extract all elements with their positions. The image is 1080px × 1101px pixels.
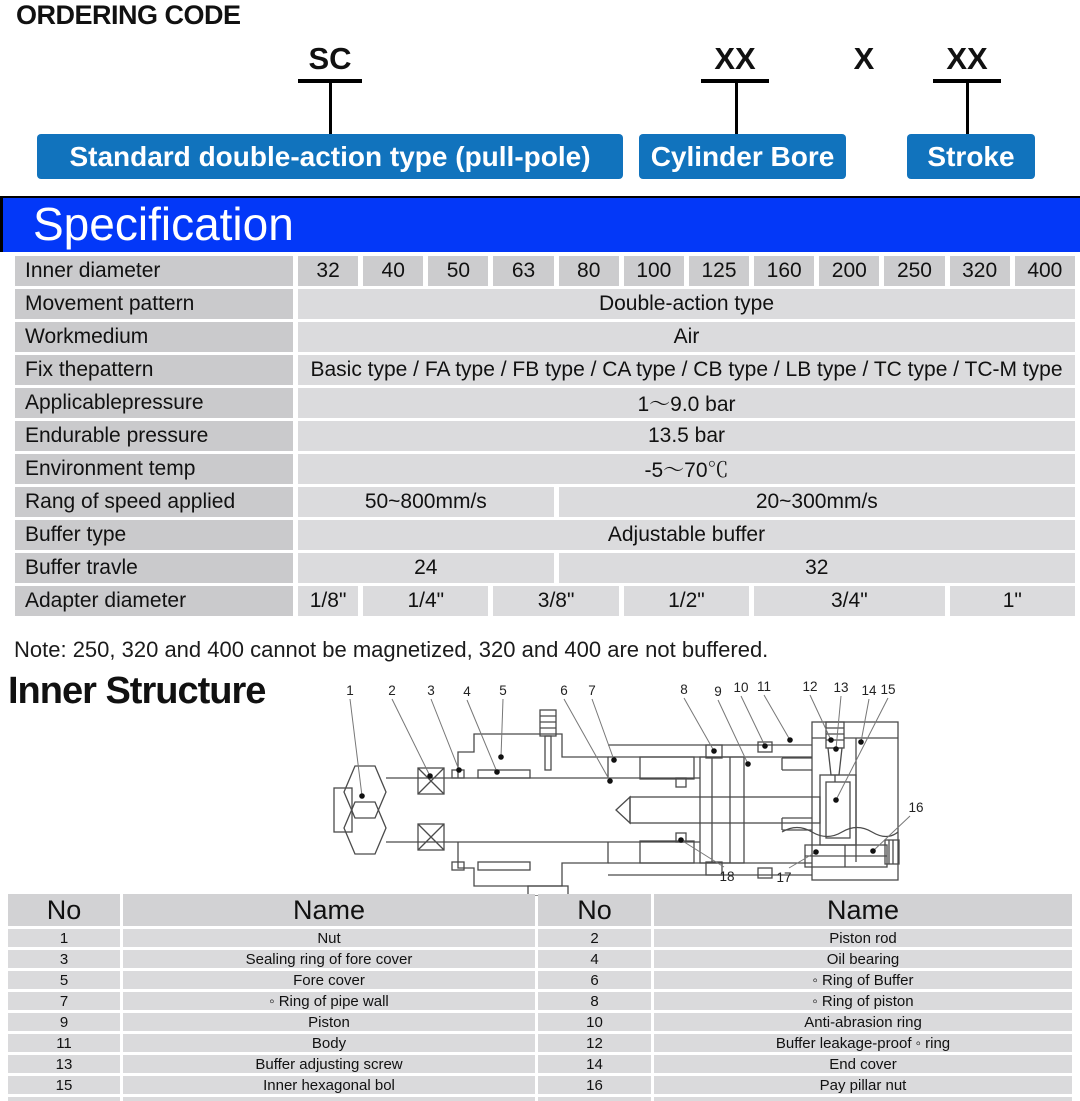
spec-row-label: Adapter diameter <box>15 586 293 616</box>
specification-banner: Specification <box>0 196 1080 252</box>
piston-lines <box>712 757 730 863</box>
part-name <box>123 1097 535 1101</box>
spec-cell: 1" <box>950 586 1075 616</box>
spec-cell: 24 <box>298 553 554 583</box>
chamber <box>640 841 694 863</box>
spec-cell: 250 <box>884 256 944 286</box>
spec-row-label: Buffer travle <box>15 553 293 583</box>
part-no: 5 <box>8 971 120 989</box>
part-name: Anti-abrasion ring <box>654 1013 1072 1031</box>
seal-cross <box>418 824 444 850</box>
spec-cell: 200 <box>819 256 879 286</box>
table-row <box>15 388 1075 418</box>
code-part-x: X <box>853 41 875 76</box>
callout-label-11: 11 <box>756 679 772 694</box>
ordering-label-bore: Cylinder Bore <box>639 134 846 179</box>
adjusting-screw-stem <box>545 736 551 770</box>
part-name: Piston rod <box>654 929 1072 947</box>
spec-row-label: Endurable pressure <box>15 421 293 451</box>
spec-row-label: Inner diameter <box>15 256 293 286</box>
part-no <box>8 1097 120 1101</box>
callout-label-9: 9 <box>714 684 722 699</box>
part-name <box>654 1097 1072 1101</box>
table-row <box>15 520 1075 550</box>
table-row <box>15 256 1075 286</box>
bolt-hatch <box>889 840 893 864</box>
table-row <box>15 322 1075 352</box>
part-name: Body <box>123 1034 535 1052</box>
callout-label-2: 2 <box>388 683 396 698</box>
callout-label-7: 7 <box>588 683 596 698</box>
parts-header-name-1: Name <box>123 894 535 926</box>
callout-label-8: 8 <box>680 682 688 697</box>
callout-label-4: 4 <box>463 684 471 699</box>
connector-line-sc <box>329 80 332 134</box>
callout-label-18: 18 <box>719 869 735 884</box>
part-no: 15 <box>8 1076 120 1094</box>
part-no: 14 <box>538 1055 651 1073</box>
callout-label-12: 12 <box>802 679 818 694</box>
parts-table <box>5 891 1075 1101</box>
part-no: 10 <box>538 1013 651 1031</box>
connector-line-bore <box>735 80 738 134</box>
spec-cell: 20~300mm/s <box>559 487 1075 517</box>
part-name: Buffer adjusting screw <box>123 1055 535 1073</box>
code-part-sc: SC <box>298 42 362 83</box>
callout-label-1: 1 <box>346 683 354 698</box>
spec-cell: 40 <box>363 256 423 286</box>
spec-row-label: Fix thepattern <box>15 355 293 385</box>
table-row <box>8 1076 1072 1094</box>
anti-abrasion-ring <box>758 868 772 878</box>
seal-cross <box>418 768 444 794</box>
part-name: ◦ Ring of piston <box>654 992 1072 1010</box>
table-row <box>15 421 1075 451</box>
code-part-stroke: XX <box>933 42 1001 83</box>
adjusting-screw-taper <box>828 748 842 775</box>
spec-row-label: Applicablepressure <box>15 388 293 418</box>
leader-dots <box>359 737 876 855</box>
callout-label-17: 17 <box>776 870 792 885</box>
table-row <box>8 992 1072 1010</box>
spec-cell: Basic type / FA type / FB type / CA type / CB type / LB type / TC type / TC-M type <box>298 355 1075 385</box>
ordering-code-title: ORDERING CODE <box>16 0 241 30</box>
table-row <box>8 1055 1072 1073</box>
fore-cover-upper <box>458 734 608 778</box>
fore-cover-lower <box>458 842 608 886</box>
connector-line-stroke <box>966 80 969 134</box>
part-no: 13 <box>8 1055 120 1073</box>
callout-label-3: 3 <box>427 683 435 698</box>
hex-nut-shape <box>344 766 386 818</box>
parts-header-no-2: No <box>538 894 651 926</box>
notch <box>782 758 812 770</box>
table-row <box>15 289 1075 319</box>
piston-block <box>700 757 744 863</box>
spec-row-label: Environment temp <box>15 454 293 484</box>
part-no: 11 <box>8 1034 120 1052</box>
spec-cell: 1/8" <box>298 586 358 616</box>
part-no: 7 <box>8 992 120 1010</box>
part-no: 1 <box>8 929 120 947</box>
pull-rod-tip <box>616 797 630 823</box>
spec-cell: 1～9.0 bar <box>298 388 1075 418</box>
table-row <box>15 454 1075 484</box>
spec-cell: Double-action type <box>298 289 1075 319</box>
spec-cell: 50~800mm/s <box>298 487 554 517</box>
oil-bearing <box>478 770 530 778</box>
spec-cell: 32 <box>298 256 358 286</box>
part-name: Inner hexagonal bol <box>123 1076 535 1094</box>
note-text: Note: 250, 320 and 400 cannot be magnetized, 320 and 400 are not buffered. <box>14 637 769 662</box>
spec-cell: 3/8" <box>493 586 618 616</box>
table-row <box>8 971 1072 989</box>
table-row <box>8 950 1072 968</box>
part-name: Fore cover <box>123 971 535 989</box>
parts-header-name-2: Name <box>654 894 1072 926</box>
callout-label-16: 16 <box>908 800 924 815</box>
spec-cell: 63 <box>493 256 553 286</box>
part-no: 6 <box>538 971 651 989</box>
chamber <box>640 757 694 779</box>
part-name: Piston <box>123 1013 535 1031</box>
table-row <box>8 929 1072 947</box>
part-name: ◦ Ring of pipe wall <box>123 992 535 1010</box>
oil-bearing <box>478 862 530 870</box>
callout-label-10: 10 <box>733 680 749 695</box>
spec-cell: Adjustable buffer <box>298 520 1075 550</box>
part-no: 9 <box>8 1013 120 1031</box>
specification-table <box>10 253 1080 619</box>
spec-cell: 320 <box>950 256 1010 286</box>
spec-cell: 100 <box>624 256 684 286</box>
spec-cell: 1/4" <box>363 586 488 616</box>
spec-cell: 50 <box>428 256 488 286</box>
ordering-label-type: Standard double-action type (pull-pole) <box>37 134 623 179</box>
cylinder-cross-section <box>334 710 899 896</box>
spec-cell: 13.5 bar <box>298 421 1075 451</box>
spec-row-label: Buffer type <box>15 520 293 550</box>
hex-nut-shape <box>344 802 386 854</box>
spec-cell: 80 <box>559 256 619 286</box>
inner-structure-title: Inner Structure <box>8 670 266 712</box>
notch <box>782 818 812 830</box>
callout-label-14: 14 <box>861 683 877 698</box>
part-name: End cover <box>654 1055 1072 1073</box>
callout-label-15: 15 <box>880 682 896 697</box>
table-row <box>8 1034 1072 1052</box>
part-no: 3 <box>8 950 120 968</box>
break-wave-line <box>782 828 898 837</box>
pillar-nut-lines <box>805 845 887 867</box>
callout-label-5: 5 <box>499 683 507 698</box>
parts-header-no-1: No <box>8 894 120 926</box>
part-no: 16 <box>538 1076 651 1094</box>
part-no: 12 <box>538 1034 651 1052</box>
spec-row-label: Workmedium <box>15 322 293 352</box>
part-name: Oil bearing <box>654 950 1072 968</box>
ordering-label-stroke: Stroke <box>907 134 1035 179</box>
spec-row-label: Movement pattern <box>15 289 293 319</box>
callout-label-13: 13 <box>833 680 849 695</box>
spec-cell: 32 <box>559 553 1075 583</box>
part-name: Sealing ring of fore cover <box>123 950 535 968</box>
part-no: 2 <box>538 929 651 947</box>
table-row <box>8 1013 1072 1031</box>
pull-rod <box>630 797 820 823</box>
spec-cell: 3/4" <box>754 586 944 616</box>
table-row <box>15 586 1075 616</box>
spec-cell: -5～70℃ <box>298 454 1075 484</box>
part-no: 8 <box>538 992 651 1010</box>
spec-cell: 400 <box>1015 256 1075 286</box>
spec-cell: 125 <box>689 256 749 286</box>
spec-cell: 1/2" <box>624 586 749 616</box>
piston-rod-outline <box>448 778 700 842</box>
part-name: Buffer leakage-proof ◦ ring <box>654 1034 1072 1052</box>
part-no: 4 <box>538 950 651 968</box>
part-name: ◦ Ring of Buffer <box>654 971 1072 989</box>
callout-label-6: 6 <box>560 683 568 698</box>
part-name: Pay pillar nut <box>654 1076 1072 1094</box>
table-row-partial <box>8 1097 1072 1101</box>
part-name: Nut <box>123 929 535 947</box>
screw-hatch <box>540 716 556 728</box>
spec-cell: 160 <box>754 256 814 286</box>
table-row <box>15 487 1075 517</box>
code-part-bore: XX <box>701 42 769 83</box>
table-row <box>15 553 1075 583</box>
inner-structure-diagram <box>330 674 950 896</box>
table-row <box>15 355 1075 385</box>
table-header-row <box>8 894 1072 926</box>
rod-outline <box>386 778 448 842</box>
adjusting-screw-head <box>540 710 556 736</box>
rod-tip-shape <box>334 788 352 832</box>
part-no <box>538 1097 651 1101</box>
spec-row-label: Rang of speed applied <box>15 487 293 517</box>
spec-cell: Air <box>298 322 1075 352</box>
